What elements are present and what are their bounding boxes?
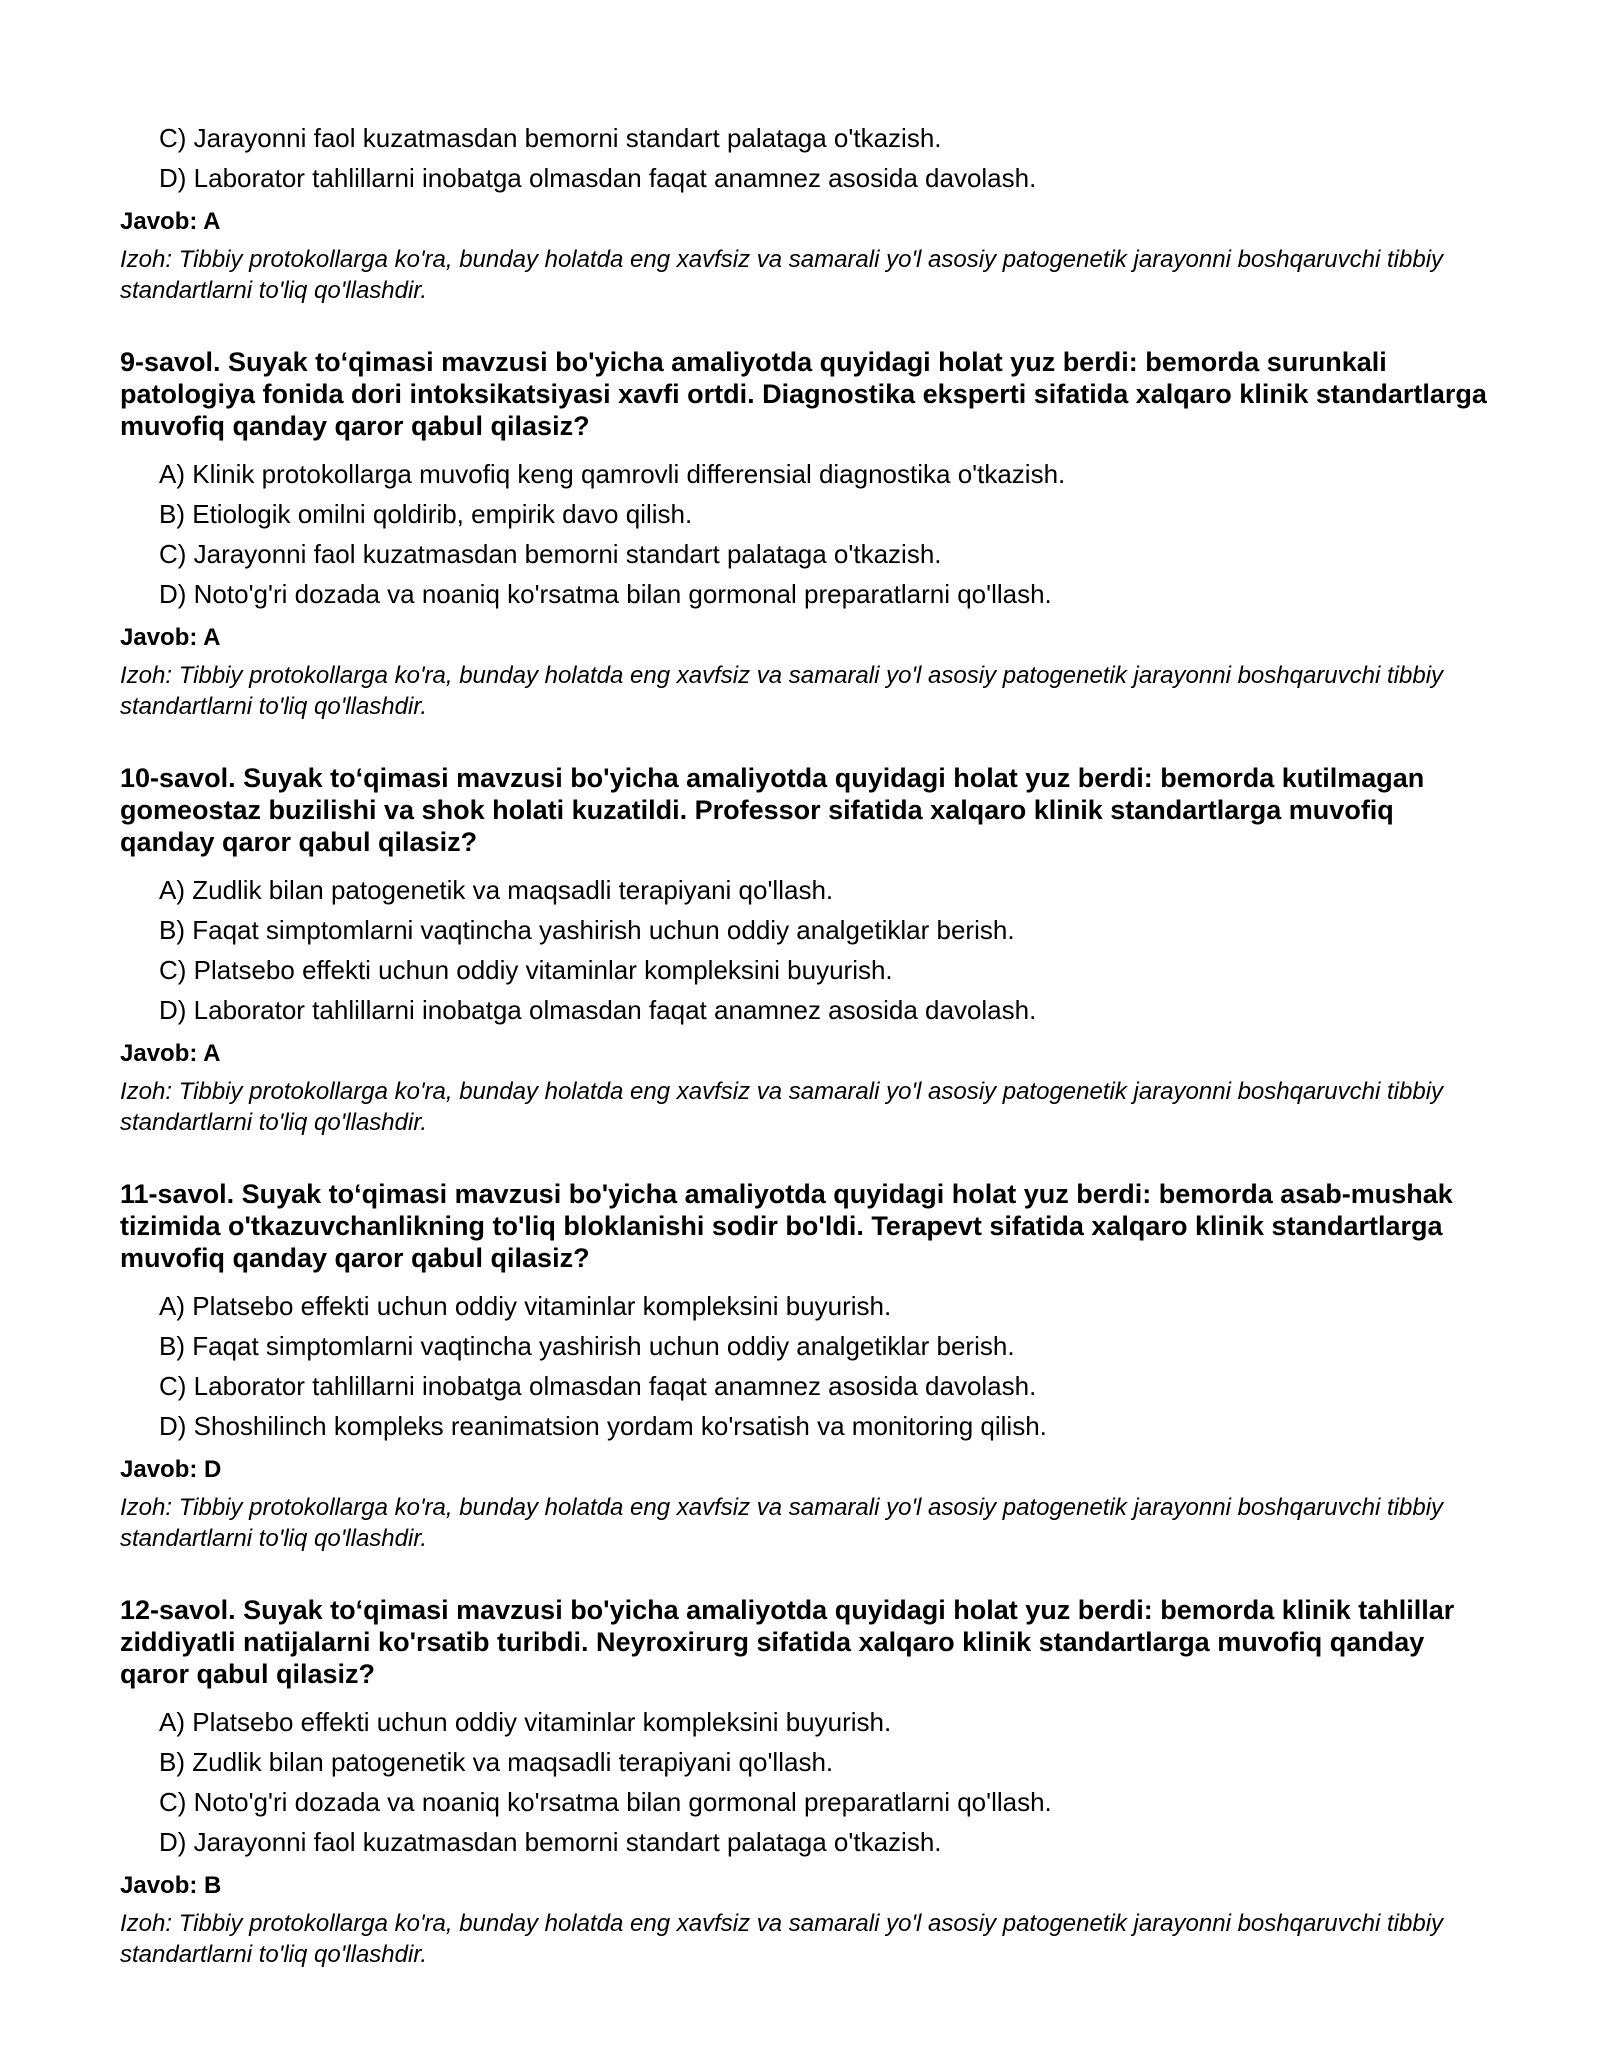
answer-option-b: B) Etiologik omilni qoldirib, empirik davo qilish. [159,499,693,529]
answer-option-a: A) Platsebo effekti uchun oddiy vitaminlar kompleksini buyurish. [159,1291,892,1321]
question-text: 9-savol. Suyak to‘qimasi mavzusi bo'yicha amaliyotda quyidagi holat yuz berdi: bemorda surunkali patologiya fonida dori intoksikatsiyasi xavfi ortdi. Diagnostika eksperti sifatida xalqaro klinik standartlarga muvofiq qanday qaror qabul qilasiz? [120,347,1487,441]
answer-option-a: A) Zudlik bilan patogenetik va maqsadli terapiyani qo'llash. [159,875,834,905]
answer-label: Javob: D [120,1456,222,1483]
answer-option-d: D) Laborator tahlillarni inobatga olmasdan faqat anamnez asosida davolash. [159,163,1037,193]
question-text: 10-savol. Suyak to‘qimasi mavzusi bo'yicha amaliyotda quyidagi holat yuz berdi: bemorda kutilmagan gomeostaz buzilishi va shok holati kuzatildi. Professor sifatida xalqaro klinik standartlarga muvofiq qanday qaror qabul qilasiz? [120,763,1425,857]
answer-option-b: B) Faqat simptomlarni vaqtincha yashirish uchun oddiy analgetiklar berish. [159,915,1015,945]
question-block-11 [120,1178,1490,1554]
answer-option-d: D) Laborator tahlillarni inobatga olmasdan faqat anamnez asosida davolash. [159,995,1037,1025]
answer-option-d: D) Shoshilinch kompleks reanimatsion yordam ko'rsatish va monitoring qilish. [159,1411,1047,1441]
answer-option-a: A) Platsebo effekti uchun oddiy vitaminlar kompleksini buyurish. [159,1707,892,1737]
answer-option-a: A) Klinik protokollarga muvofiq keng qamrovli differensial diagnostika o'tkazish. [159,459,1066,489]
answer-option-c: C) Jarayonni faol kuzatmasdan bemorni standart palataga o'tkazish. [159,123,942,153]
explanation-note: Izoh: Tibbiy protokollarga ko'ra, bunday holatda eng xavfsiz va samarali yo'l asosiy patogenetik jarayonni boshqaruvchi tibbiy standartlarni to'liq qo'llashdir. [120,1910,1444,1968]
answer-label: Javob: A [120,624,221,651]
question-text: 11-savol. Suyak to‘qimasi mavzusi bo'yicha amaliyotda quyidagi holat yuz berdi: bemorda asab-mushak tizimida o'tkazuvchanlikning to'liq bloklanishi sodir bo'ldi. Terapevt sifatida xalqaro klinik standartlarga muvofiq qanday qaror qabul qilasiz? [120,1179,1453,1273]
question-block-9 [120,346,1490,722]
question-text: 12-savol. Suyak to‘qimasi mavzusi bo'yicha amaliyotda quyidagi holat yuz berdi: bemorda klinik tahlillar ziddiyatli natijalarni ko'rsatib turibdi. Neyroxirurg sifatida xalqaro klinik standartlarga muvofiq qanday qaror qabul qilasiz? [120,1595,1455,1689]
answer-option-c: C) Platsebo effekti uchun oddiy vitaminlar kompleksini buyurish. [159,955,893,985]
question-block-10 [120,762,1490,1138]
answer-option-c: C) Noto'g'ri dozada va noaniq ko'rsatma bilan gormonal preparatlarni qo'llash. [159,1787,1052,1817]
explanation-note: Izoh: Tibbiy protokollarga ko'ra, bunday holatda eng xavfsiz va samarali yo'l asosiy patogenetik jarayonni boshqaruvchi tibbiy standartlarni to'liq qo'llashdir. [120,662,1444,720]
question-block-12 [120,1594,1490,1970]
answer-option-d: D) Jarayonni faol kuzatmasdan bemorni standart palataga o'tkazish. [159,1827,942,1857]
answer-label: Javob: B [120,1872,222,1899]
explanation-note: Izoh: Tibbiy protokollarga ko'ra, bunday holatda eng xavfsiz va samarali yo'l asosiy patogenetik jarayonni boshqaruvchi tibbiy standartlarni to'liq qo'llashdir. [120,1494,1444,1552]
answer-label: Javob: A [120,1040,221,1067]
answer-option-d: D) Noto'g'ri dozada va noaniq ko'rsatma bilan gormonal preparatlarni qo'llash. [159,579,1052,609]
explanation-note: Izoh: Tibbiy protokollarga ko'ra, bunday holatda eng xavfsiz va samarali yo'l asosiy patogenetik jarayonni boshqaruvchi tibbiy standartlarni to'liq qo'llashdir. [120,246,1444,304]
explanation-note: Izoh: Tibbiy protokollarga ko'ra, bunday holatda eng xavfsiz va samarali yo'l asosiy patogenetik jarayonni boshqaruvchi tibbiy standartlarni to'liq qo'llashdir. [120,1078,1444,1136]
document-page [120,118,1490,1970]
answer-option-c: C) Laborator tahlillarni inobatga olmasdan faqat anamnez asosida davolash. [159,1371,1037,1401]
question-block-continued [120,118,1490,306]
answer-option-b: B) Faqat simptomlarni vaqtincha yashirish uchun oddiy analgetiklar berish. [159,1331,1015,1361]
answer-option-b: B) Zudlik bilan patogenetik va maqsadli terapiyani qo'llash. [159,1747,834,1777]
answer-option-c: C) Jarayonni faol kuzatmasdan bemorni standart palataga o'tkazish. [159,539,942,569]
answer-label: Javob: A [120,208,221,235]
